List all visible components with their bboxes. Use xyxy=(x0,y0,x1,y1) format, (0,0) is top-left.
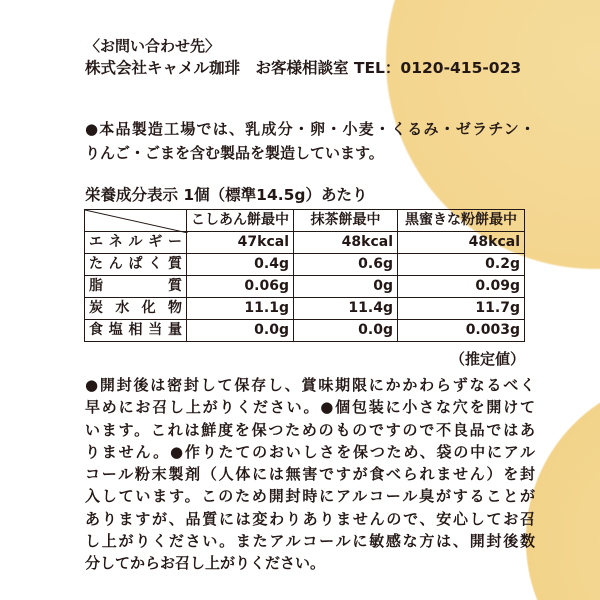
contact-heading: 〈お問い合わせ先〉 xyxy=(85,37,221,55)
nutrition-title: 栄養成分表示 1個（標準14.5g）あたり xyxy=(85,186,368,204)
allergen-line: ●本品製造工場では、乳成分・卵・小麦・くるみ・ゼラチン・ xyxy=(85,120,535,138)
row-label: 炭水化物 xyxy=(85,298,187,320)
cell-value: 0.003g xyxy=(398,320,525,342)
column-header: 抹茶餅最中 xyxy=(294,210,398,232)
note-line: 早めにお召し上がりください。●個包装に小さな穴を開けて xyxy=(85,398,535,417)
table-row xyxy=(85,276,525,298)
note-line: ありますが、品質には変わりありませんので、安心してお召 xyxy=(85,509,535,528)
cell-value: 0.06g xyxy=(187,276,294,298)
estimated-value-note: （推定値） xyxy=(450,350,526,368)
column-header: こしあん餅最中 xyxy=(187,210,294,232)
table-row xyxy=(85,320,525,342)
cell-value: 0.0g xyxy=(187,320,294,342)
cell-value: 47kcal xyxy=(187,232,294,254)
cell-value: 11.4g xyxy=(294,298,398,320)
note-line: コール粉末製剤（人体には無害ですが食べられません）を封 xyxy=(85,465,535,484)
note-line: し上がりください。またアルコールに敏感な方は、開封後数 xyxy=(85,532,535,551)
cell-value: 0.6g xyxy=(294,254,398,276)
table-row xyxy=(85,254,525,276)
note-line: 入しています。このため開封時にアルコール臭がすることが xyxy=(85,487,535,506)
note-line: りません。●作りたてのおいしさを保つため、袋の中にアル xyxy=(85,442,535,461)
note-line: います。これは鮮度を保つためのものですので不良品ではあ xyxy=(85,420,535,439)
allergen-note xyxy=(85,117,535,165)
diagonal-header-cell xyxy=(85,210,187,232)
column-header: 黒蜜きな粉餅最中 xyxy=(398,210,525,232)
cell-value: 48kcal xyxy=(398,232,525,254)
storage-notes xyxy=(85,374,535,575)
row-label: たんぱく質 xyxy=(85,254,187,276)
cell-value: 11.1g xyxy=(187,298,294,320)
cell-value: 0.4g xyxy=(187,254,294,276)
nutrition-table xyxy=(84,209,525,342)
cell-value: 0.0g xyxy=(294,320,398,342)
table-header-row xyxy=(85,210,525,232)
cell-value: 11.7g xyxy=(398,298,525,320)
note-line: 分してからお召し上がりください。 xyxy=(85,554,326,573)
contact-company-line: 株式会社キャメル珈琲 お客様相談室 TEL：0120-415-023 xyxy=(85,59,522,77)
allergen-line: りんご・ごまを含む製品を製造しています。 xyxy=(85,144,384,162)
cell-value: 0.2g xyxy=(398,254,525,276)
table-row xyxy=(85,298,525,320)
table-row xyxy=(85,232,525,254)
cell-value: 0g xyxy=(294,276,398,298)
cell-value: 48kcal xyxy=(294,232,398,254)
row-label: 食塩相当量 xyxy=(85,320,187,342)
row-label: エネルギー xyxy=(85,232,187,254)
row-label: 脂 質 xyxy=(85,276,187,298)
note-line: ●開封後は密封して保存し、賞味期限にかかわらずなるべく xyxy=(85,376,535,394)
cell-value: 0.09g xyxy=(398,276,525,298)
diagonal-line xyxy=(85,210,188,233)
